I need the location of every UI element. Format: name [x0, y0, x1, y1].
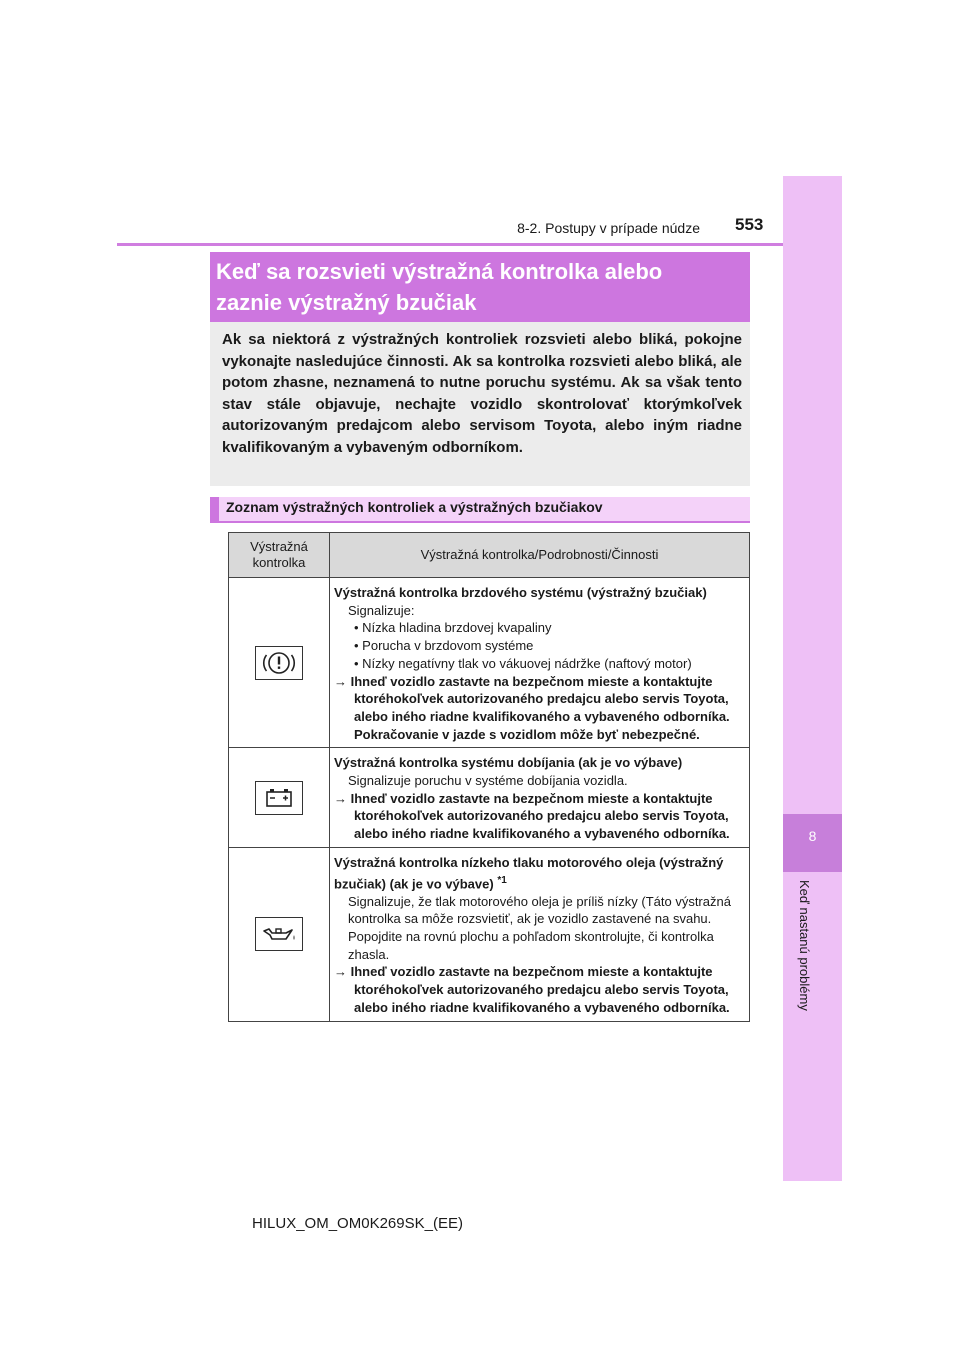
table-row	[229, 578, 750, 748]
subheading-marker	[210, 497, 219, 521]
chapter-tab[interactable]	[783, 176, 842, 1181]
warning-title: Výstražná kontrolka brzdového systému (výstražný bzučiak)	[334, 585, 707, 600]
header-col-icon: Výstražná kontrolka	[229, 533, 330, 578]
page-title-line2: zaznie výstražný bzučiak	[216, 290, 477, 315]
warning-title: Výstražná kontrolka systému dobíjania (ak je vo výbave)	[334, 755, 683, 771]
subheading: Zoznam výstražných kontroliek a výstražných bzučiakov	[226, 499, 603, 515]
oil-pressure-icon	[255, 917, 303, 951]
battery-charging-icon	[255, 781, 303, 815]
chapter-number: 8	[808, 828, 817, 844]
page-title	[216, 256, 746, 318]
page-number: 553	[735, 215, 764, 234]
warning-signal: Signalizuje:	[348, 602, 415, 618]
icon-cell	[229, 578, 330, 748]
table-row	[229, 748, 750, 848]
arrow-icon: →	[334, 673, 351, 689]
bullet-item: • Nízky negatívny tlak vo vákuovej nádržke (naftový motor)	[354, 655, 692, 671]
bullet-item: • Porucha v brzdovom systéme	[354, 638, 534, 654]
warning-action: → Ihneď vozidlo zastavte na bezpečnom mieste a kontaktujte ktoréhokoľvek autorizovaného predajcu alebo servis Toyota, alebo iného riadne kvalifikovaného a vybaveného odborníka. Pokračovanie v jazde s vozidlom môže byť nebezpečné.	[334, 673, 730, 742]
header-col-details: Výstražná kontrolka/Podrobnosti/Činnosti	[330, 533, 750, 578]
warning-title: Výstražná kontrolka nízkeho tlaku motorového oleja (výstražný bzučiak) (ak je vo výbave) $^{*1}$	[334, 854, 724, 891]
icon-cell	[229, 847, 330, 1021]
chapter-title: Keď nastanú problémy	[797, 880, 812, 1011]
details-cell	[330, 847, 750, 1021]
table-row	[229, 847, 750, 1021]
details-cell	[330, 748, 750, 848]
page-title-line1: Keď sa rozsvieti výstražná kontrolka alebo	[216, 259, 663, 284]
arrow-icon: →	[334, 790, 351, 806]
header-rule	[117, 243, 842, 246]
warning-signal: Signalizuje poruchu v systéme dobíjania vozidla.	[348, 773, 628, 789]
details-cell	[330, 578, 750, 748]
warning-action: → Ihneď vozidlo zastavte na bezpečnom mieste a kontaktujte ktoréhokoľvek autorizovaného predajcu alebo servis Toyota, alebo iného riadne kvalifikovaného a vybaveného odborníka.	[334, 790, 730, 842]
subheading-rule	[210, 521, 750, 523]
warning-table	[228, 532, 750, 1022]
bullet-item: • Nízka hladina brzdovej kvapaliny	[354, 620, 552, 636]
brake-warning-icon	[255, 646, 303, 680]
intro-text: Ak sa niektorá z výstražných kontroliek rozsvieti alebo bliká, pokojne vykonajte nasledujúce činnosti. Ak sa kontrolka rozsvieti alebo bliká, ale potom zhasne, neznamená to nutne poruchu systému. Ak sa však tento stav stále objavuje, nechajte vozidlo skontrolovať ktorýmkoľvek autorizovaným predajcom alebo servisom Toyota, alebo iným riadne kvalifikovaným a vybaveným odborníkom.	[222, 331, 742, 456]
warning-signal: Signalizuje, že tlak motorového oleja je príliš nízky (Táto výstražná kontrolka sa môže rozsvietiť, ak je vozidlo zastavené na svahu. Popojdite na rovnú plochu a pohľadom skontrolujte, či kontrolka zhasla.	[348, 893, 731, 962]
document-code: HILUX_OM_OM0K269SK_(EE)	[252, 1215, 463, 1232]
table-header-row	[229, 533, 750, 578]
section-title: 8-2. Postupy v prípade núdze	[517, 220, 700, 236]
footnote-mark: *1	[497, 874, 507, 886]
warning-action: → Ihneď vozidlo zastavte na bezpečnom mieste a kontaktujte ktoréhokoľvek autorizovaného predajcu alebo servis Toyota, alebo iného riadne kvalifikovaného a vybaveného odborníka.	[334, 964, 730, 1015]
icon-cell	[229, 748, 330, 848]
arrow-icon: →	[334, 964, 351, 980]
